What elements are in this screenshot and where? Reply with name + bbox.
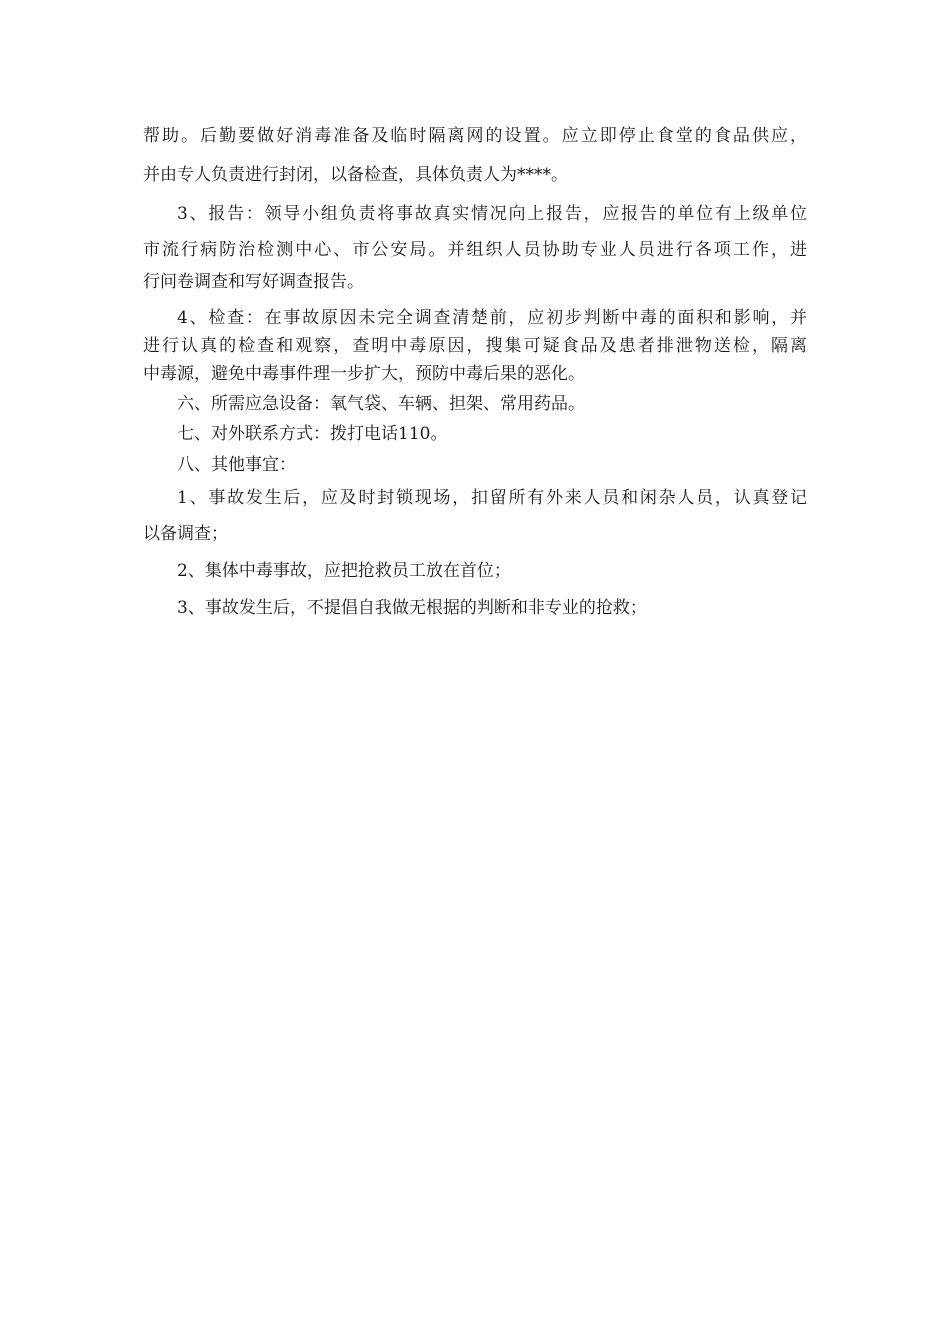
paragraph-line: 4、检查：在事故原因未完全调查清楚前，应初步判断中毒的面积和影响，并 <box>177 308 807 328</box>
paragraph-line: 市流行病防治检测中心、市公安局。并组织人员协助专业人员进行各项工作，进 <box>143 240 807 260</box>
section-heading: 八、其他事宜： <box>177 455 296 475</box>
section-heading: 六、所需应急设备：氧气袋、车辆、担架、常用药品。 <box>177 394 585 414</box>
paragraph-line: 并由专人负责进行封闭，以备检查，具体负责人为****。 <box>143 165 568 185</box>
paragraph-line: 中毒源，避免中毒事件理一步扩大，预防中毒后果的恶化。 <box>143 364 585 384</box>
paragraph-line: 2、集体中毒事故，应把抢救员工放在首位； <box>177 561 511 581</box>
paragraph-line: 以备调查； <box>143 524 228 544</box>
paragraph-line: 进行认真的检查和观察，查明中毒原因，搜集可疑食品及患者排泄物送检，隔离 <box>143 336 807 356</box>
paragraph-line: 3、报告：领导小组负责将事故真实情况向上报告，应报告的单位有上级单位 <box>177 204 807 224</box>
paragraph-line: 3、事故发生后，不提倡自我做无根据的判断和非专业的抢救； <box>177 598 647 618</box>
section-heading: 七、对外联系方式：拨打电话110。 <box>177 424 448 444</box>
paragraph-line: 帮助。后勤要做好消毒准备及临时隔离网的设置。应立即停止食堂的食品供应， <box>143 126 807 146</box>
paragraph-line: 1、事故发生后，应及时封锁现场，扣留所有外来人员和闲杂人员，认真登记 <box>177 488 807 508</box>
paragraph-line: 行问卷调查和写好调查报告。 <box>143 272 364 292</box>
